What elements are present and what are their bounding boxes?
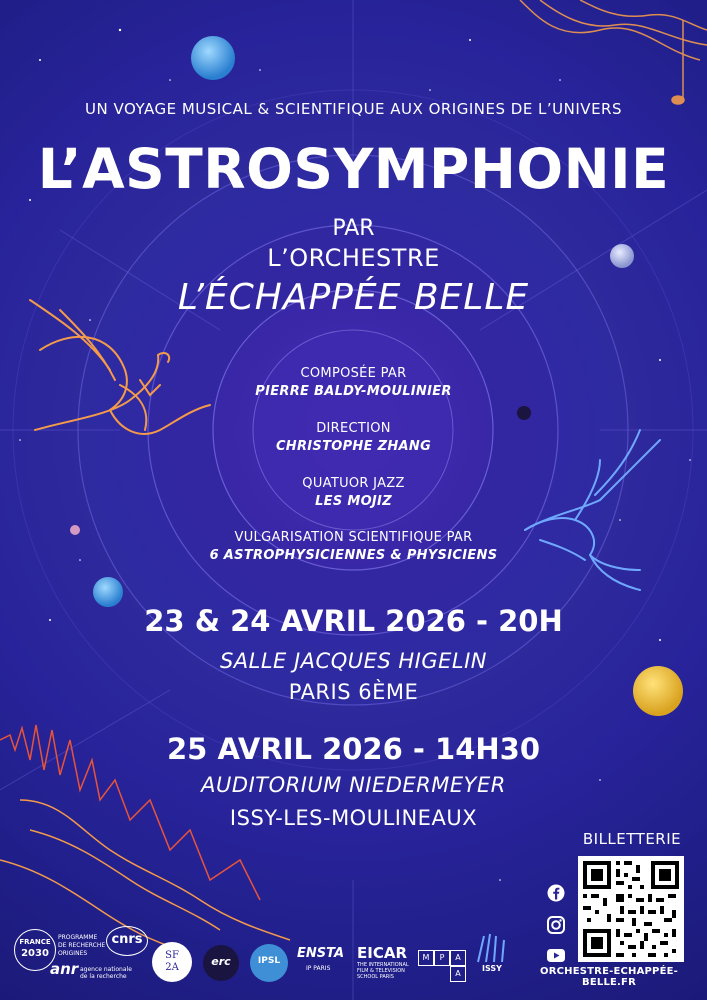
programme-line-2: DE RECHERCHE	[58, 942, 106, 949]
credit-name-science: 6 ASTROPHYSICIENNES & PHYSICIENS	[209, 548, 498, 563]
eicar-sub-line-3: SCHOOL PARIS	[357, 974, 394, 980]
website-link[interactable]: ORCHESTRE-ECHAPPÉE-BELLE.FR	[540, 966, 678, 988]
erc-label: erc	[211, 955, 231, 968]
ipsl-logo	[250, 944, 288, 982]
orchestra-name: L’ÉCHAPPÉE BELLE	[177, 277, 530, 318]
eicar-sub-line-2: FILM & TELEVISION	[357, 968, 405, 974]
france-2030-year: 2030	[21, 948, 49, 959]
planet-blue-top	[191, 36, 235, 80]
mpaa-letter-m: M	[418, 950, 434, 966]
credit-name-composer: PIERRE BALDY-MOULINIER	[255, 384, 452, 399]
programme-line-1: PROGRAMME	[58, 934, 98, 941]
facebook-icon[interactable]	[545, 883, 567, 903]
planet-blue-left	[93, 577, 123, 607]
eicar-sub-line-1: THE INTERNATIONAL	[357, 962, 409, 968]
eicar-subtitle	[357, 962, 409, 980]
tagline: UN VOYAGE MUSICAL & SCIENTIFIQUE AUX ORIGINES DE L’UNIVERS	[85, 100, 622, 118]
music-wave-top	[520, 0, 707, 104]
credit-role-direction: DIRECTION	[316, 421, 391, 436]
ensta-logo: ENSTA	[297, 946, 345, 961]
anr-caption-line-2: de la recherche	[80, 973, 127, 980]
programme-line-3: ORIGINES	[58, 950, 88, 957]
show-date-1: 23 & 24 AVRIL 2026 - 20H	[144, 604, 563, 638]
orchestra-prefix: L’ORCHESTRE	[267, 244, 440, 272]
sf2a-line-1: SF	[165, 950, 179, 961]
mpaa-letter-a1: A	[450, 950, 466, 966]
credit-role-jazz: QUATUOR JAZZ	[302, 476, 405, 491]
mpaa-letter-p: P	[434, 950, 450, 966]
mpaa-logo	[418, 934, 466, 982]
instagram-icon[interactable]	[545, 915, 567, 935]
issy-emblem	[474, 930, 510, 964]
credit-role-science: VULGARISATION SCIENTIFIQUE PAR	[234, 530, 473, 545]
show-date-2: 25 AVRIL 2026 - 14H30	[167, 732, 540, 766]
show-venue-1: SALLE JACQUES HIGELIN	[219, 649, 488, 673]
credit-role-composer: COMPOSÉE PAR	[300, 366, 407, 381]
eicar-logo: EICAR	[357, 944, 407, 962]
ticketing-qr-code[interactable]	[578, 856, 684, 962]
anr-caption	[80, 966, 132, 980]
poster-title: L’ASTROSYMPHONIE	[37, 137, 670, 201]
erc-logo	[203, 945, 239, 981]
anr-caption-line-1: agence nationale	[80, 966, 132, 973]
credit-name-jazz: LES MOJIZ	[315, 494, 392, 509]
france-2030-label: FRANCE	[19, 938, 51, 946]
anr-logo: anr	[50, 960, 79, 978]
cnrs-label: cnrs	[111, 932, 143, 947]
mpaa-letter-a2: A	[450, 966, 466, 982]
ensta-subtitle: IP PARIS	[306, 965, 331, 972]
sf2a-logo	[152, 942, 192, 982]
credit-name-direction: CHRISTOPHE ZHANG	[275, 439, 432, 454]
issy-logo	[474, 930, 510, 978]
show-venue-2: AUDITORIUM NIEDERMEYER	[201, 773, 506, 797]
cnrs-logo	[106, 926, 148, 956]
planet-dark	[517, 406, 531, 420]
by-label: PAR	[332, 216, 375, 241]
issy-label: ISSY	[482, 964, 502, 973]
ipsl-label: IPSL	[257, 956, 281, 966]
ticketing-label: BILLETTERIE	[582, 830, 682, 848]
show-city-2: ISSY-LES-MOULINEAUX	[229, 806, 478, 830]
sf2a-line-2: 2A	[165, 962, 179, 973]
programme-recherche-text	[58, 934, 105, 958]
youtube-icon[interactable]	[545, 945, 567, 965]
show-city-1: PARIS 6ÈME	[288, 680, 419, 704]
